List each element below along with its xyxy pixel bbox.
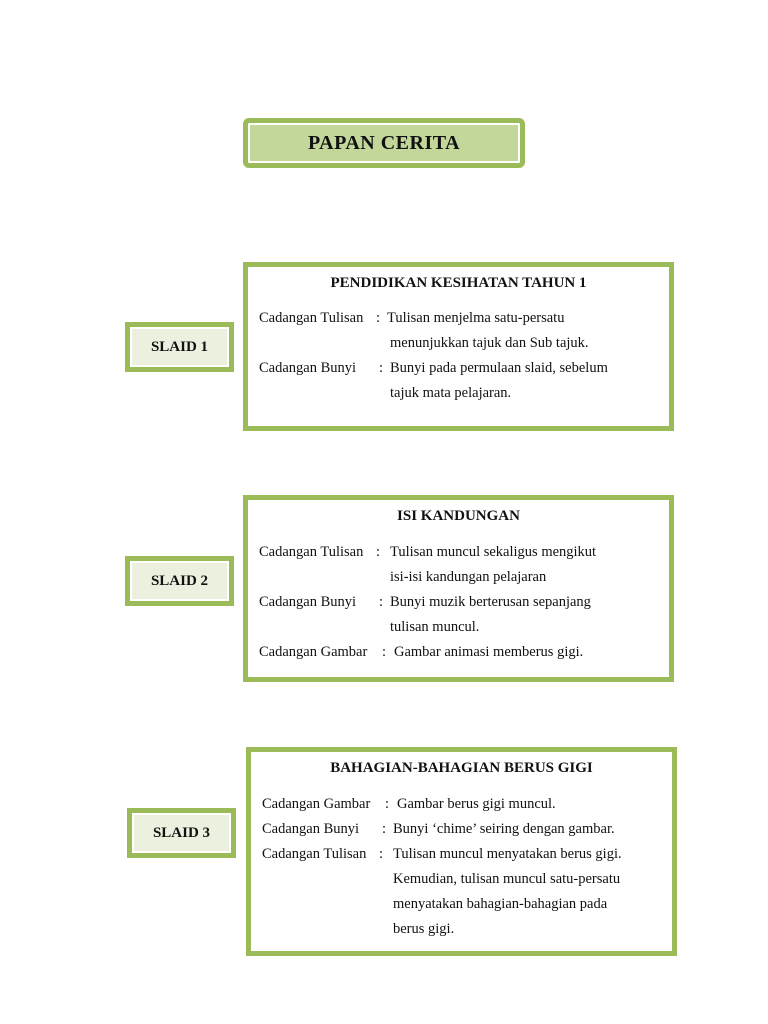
row-label: Cadangan Gambar	[262, 796, 371, 812]
slide-3-row-1	[262, 796, 672, 816]
row-colon: :	[379, 846, 384, 862]
row-value-line: Bunyi ‘chime’ seiring dengan gambar.	[393, 821, 615, 837]
row-value-line: Tulisan menjelma satu-persatu	[387, 310, 565, 326]
row-label: Cadangan Gambar	[259, 644, 368, 660]
row-value-line: tajuk mata pelajaran.	[390, 385, 512, 401]
row-value-line: Gambar berus gigi muncul.	[397, 796, 556, 812]
row-value-line: Kemudian, tulisan muncul satu-persatu	[393, 871, 621, 887]
slide-2-row-1	[259, 544, 669, 584]
page-title-box	[243, 118, 525, 168]
row-colon: :	[382, 821, 387, 837]
slide-3-row-2	[262, 821, 672, 841]
row-value-line: Tulisan muncul menyatakan berus gigi.	[393, 846, 622, 862]
row-colon: :	[376, 310, 381, 326]
slide-1-heading: PENDIDIKAN KESIHATAN TAHUN 1	[330, 275, 587, 291]
row-label: Cadangan Tulisan	[259, 544, 364, 560]
row-value-line: Tulisan muncul sekaligus mengikut	[390, 544, 597, 560]
slide-2-row-2	[259, 594, 669, 634]
row-label: Cadangan Tulisan	[262, 846, 367, 862]
row-colon: :	[376, 544, 381, 560]
slide-2-box	[243, 495, 674, 682]
row-label: Cadangan Bunyi	[259, 360, 357, 376]
row-label: Cadangan Bunyi	[262, 821, 360, 837]
row-value-line: berus gigi.	[393, 921, 455, 937]
row-value-line: tulisan muncul.	[390, 619, 480, 635]
row-value-line: Gambar animasi memberus gigi.	[394, 644, 584, 660]
row-colon: :	[385, 796, 390, 812]
slide-1-label: SLAID 1	[125, 322, 234, 372]
page-title: PAPAN CERITA	[307, 131, 461, 154]
slide-2-row-3	[259, 644, 669, 664]
slide-1-row-1	[259, 310, 669, 350]
row-colon: :	[379, 360, 384, 376]
slide-3-heading: BAHAGIAN-BAHAGIAN BERUS GIGI	[330, 760, 593, 776]
slide-3-row-3	[262, 846, 672, 946]
slide-1-box	[243, 262, 674, 431]
slide-2-heading: ISI KANDUNGAN	[397, 508, 520, 524]
row-value-line: isi-isi kandungan pelajaran	[390, 569, 547, 585]
row-value-line: menunjukkan tajuk dan Sub tajuk.	[390, 335, 589, 351]
row-value-line: Bunyi muzik berterusan sepanjang	[390, 594, 591, 610]
slide-3-label: SLAID 3	[127, 808, 236, 858]
row-value-line: menyatakan bahagian-bahagian pada	[393, 896, 608, 912]
row-colon: :	[379, 594, 384, 610]
row-label: Cadangan Tulisan	[259, 310, 364, 326]
slide-1-row-2	[259, 360, 669, 400]
row-colon: :	[382, 644, 387, 660]
slide-2-label: SLAID 2	[125, 556, 234, 606]
row-value-line: Bunyi pada permulaan slaid, sebelum	[390, 360, 608, 376]
row-label: Cadangan Bunyi	[259, 594, 357, 610]
slide-3-box	[246, 747, 677, 956]
